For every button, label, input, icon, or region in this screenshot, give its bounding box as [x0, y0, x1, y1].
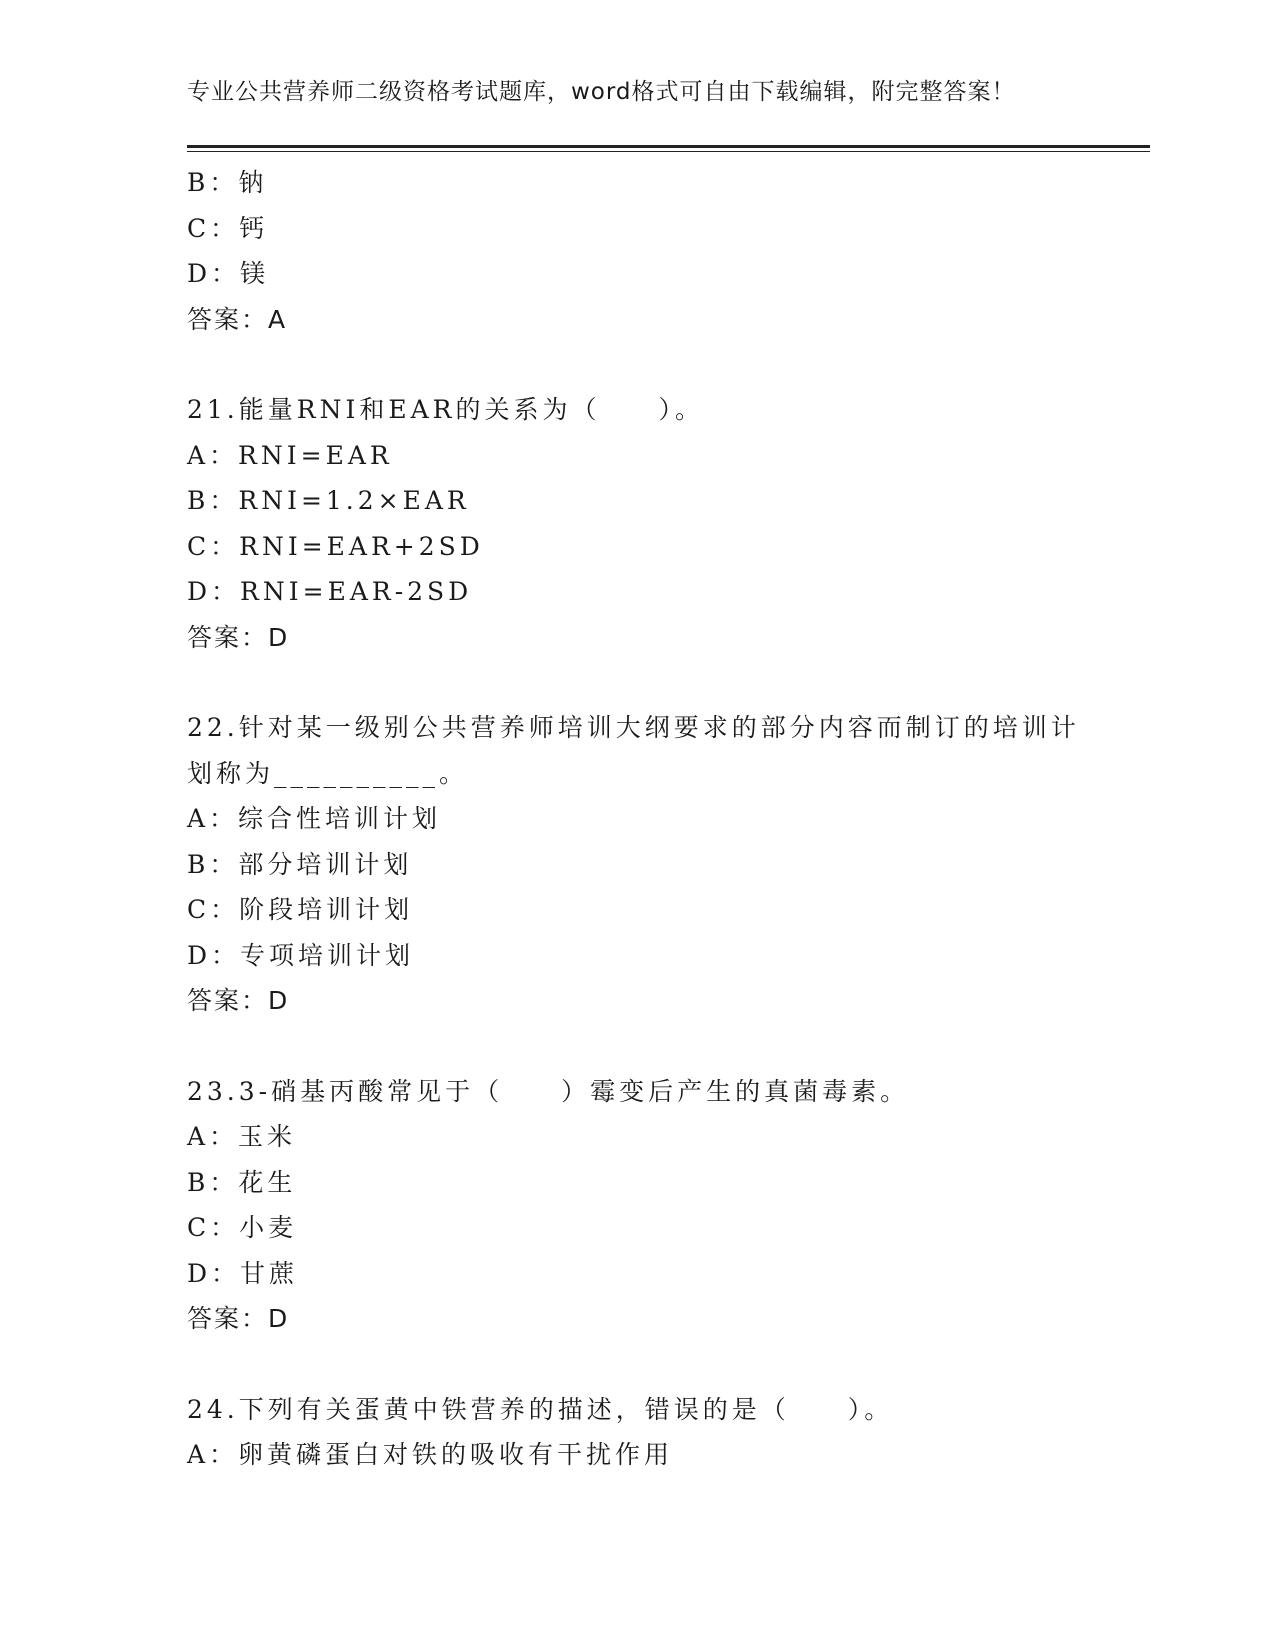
question-stem: 23.3-硝基丙酸常见于（ ）霉变后产生的真菌毒素。	[187, 1076, 910, 1106]
option-d: D：镁	[187, 259, 270, 288]
option-b: B：部分培训计划	[187, 849, 413, 879]
option-b: B：钠	[187, 168, 268, 197]
question-stem-continued: 划称为__________。	[187, 758, 469, 788]
option-c: C：阶段培训计划	[187, 895, 414, 924]
option-d: D：专项培训计划	[187, 940, 415, 970]
option-c: C：RNI=EAR+2SD	[187, 531, 484, 561]
question-22	[187, 705, 1150, 1024]
option-a: A：RNI=EAR	[187, 440, 393, 470]
option-a: A：玉米	[187, 1122, 297, 1151]
option-c: C：钙	[187, 213, 269, 243]
answer-line: 答案：D	[187, 986, 290, 1015]
option-d: D：甘蔗	[187, 1258, 299, 1288]
answer-line: 答案：A	[187, 304, 288, 334]
page-header: 专业公共营养师二级资格考试题库，word格式可自由下载编辑，附完整答案！	[187, 79, 1016, 105]
question-stem: 21.能量RNI和EAR的关系为（ ）。	[187, 395, 704, 424]
option-b: B：RNI=1.2×EAR	[187, 486, 470, 515]
question-list	[187, 160, 1150, 1478]
question-21	[187, 387, 1150, 660]
question-24	[187, 1387, 1150, 1478]
question-stem: 22.针对某一级别公共营养师培训大纲要求的部分内容而制订的培训计	[187, 713, 1080, 742]
option-c: C：小麦	[187, 1213, 298, 1242]
option-a: A：综合性培训计划	[187, 804, 442, 833]
option-a: A：卵黄磷蛋白对铁的吸收有干扰作用	[187, 1440, 674, 1469]
header-divider	[187, 145, 1150, 152]
question-20-continued	[187, 160, 1150, 342]
option-d: D：RNI=EAR-2SD	[187, 577, 473, 606]
option-b: B：花生	[187, 1167, 297, 1197]
question-23	[187, 1069, 1150, 1342]
answer-line: 答案：D	[187, 1304, 290, 1333]
answer-line: 答案：D	[187, 622, 290, 652]
question-stem: 24.下列有关蛋黄中铁营养的描述，错误的是（ ）。	[187, 1394, 894, 1424]
